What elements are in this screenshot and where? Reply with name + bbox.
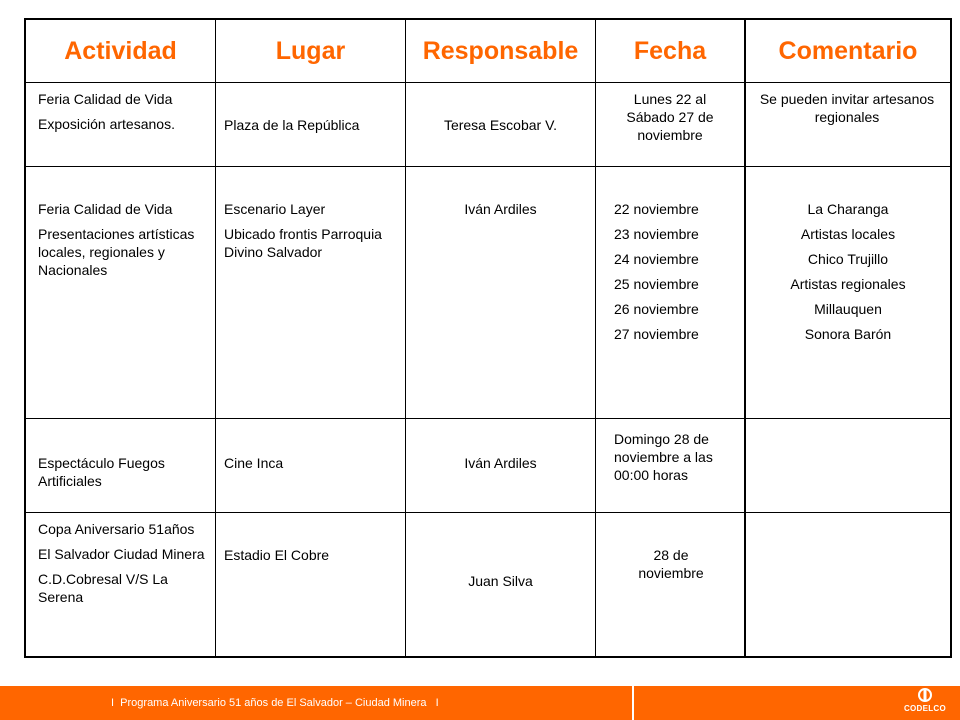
cell-text: Teresa Escobar V. bbox=[443, 117, 558, 133]
grid-line bbox=[26, 82, 950, 83]
cell-text: 22 noviembre bbox=[614, 201, 699, 217]
cell-text: Feria Calidad de Vida bbox=[38, 201, 173, 217]
row3-responsable bbox=[406, 454, 595, 479]
header-comentario: Comentario bbox=[778, 36, 918, 65]
row3-lugar bbox=[218, 454, 404, 479]
row1-responsable bbox=[406, 116, 595, 141]
cell-text: 27 noviembre bbox=[614, 326, 699, 342]
cell-text: El Salvador Ciudad Minera bbox=[38, 546, 205, 562]
grid-line bbox=[26, 512, 950, 513]
cell-text: 23 noviembre bbox=[614, 226, 699, 242]
cell-text: 24 noviembre bbox=[614, 251, 699, 267]
grid-line bbox=[26, 418, 950, 419]
footer-bar bbox=[0, 686, 960, 720]
cell-text: Iván Ardiles bbox=[464, 201, 537, 217]
row1-lugar bbox=[218, 116, 404, 141]
cell-text: Plaza de la República bbox=[224, 117, 360, 133]
row2-responsable bbox=[406, 200, 595, 225]
cell-text: C.D.Cobresal V/S La Serena bbox=[38, 571, 168, 605]
row2-fecha bbox=[608, 200, 744, 350]
row3-fecha bbox=[608, 430, 744, 491]
cell-text: Juan Silva bbox=[468, 573, 533, 589]
cell-text: Cine Inca bbox=[224, 455, 284, 471]
cell-text: 25 noviembre bbox=[614, 276, 699, 292]
cell-text: 26 noviembre bbox=[614, 301, 699, 317]
header-actividad: Actividad bbox=[64, 36, 177, 65]
cell-text: Chico Trujillo bbox=[807, 251, 889, 267]
row1-comentario bbox=[752, 90, 942, 133]
row2-lugar bbox=[218, 200, 394, 268]
codelco-logo-icon bbox=[914, 688, 936, 704]
cell-text: Domingo 28 de noviembre a las 00:00 horas bbox=[614, 431, 713, 483]
cell-text: Artistas locales bbox=[800, 226, 896, 242]
grid-line bbox=[26, 166, 950, 167]
cell-text: La Charanga bbox=[807, 201, 889, 217]
row4-fecha bbox=[616, 546, 726, 589]
row2-comentario bbox=[746, 200, 950, 350]
cell-text: Feria Calidad de Vida bbox=[38, 91, 173, 107]
row2-actividad bbox=[32, 200, 216, 286]
cell-text: Ubicado frontis Parroquia Divino Salvador bbox=[224, 226, 382, 260]
row1-fecha bbox=[602, 90, 738, 151]
row4-actividad bbox=[32, 520, 216, 613]
footer-title: I Programa Aniversario 51 años de El Salvador – Ciudad Minera I bbox=[111, 697, 439, 709]
cell-text: Se pueden invitar artesanos regionales bbox=[759, 91, 935, 125]
header-lugar: Lugar bbox=[275, 36, 346, 65]
row4-responsable bbox=[406, 572, 595, 597]
cell-text: Estadio El Cobre bbox=[224, 547, 330, 563]
row4-lugar bbox=[218, 546, 404, 571]
cell-text: Iván Ardiles bbox=[464, 455, 537, 471]
cell-text: Presentaciones artísticas locales, regionales y Nacionales bbox=[38, 226, 195, 278]
header-fecha: Fecha bbox=[633, 36, 707, 65]
codelco-logo bbox=[900, 688, 950, 718]
schedule-table bbox=[24, 18, 952, 658]
logo-text: CODELCO bbox=[903, 704, 947, 713]
cell-text: Millauquen bbox=[814, 301, 882, 317]
cell-text: Espectáculo Fuegos Artificiales bbox=[38, 455, 165, 489]
header-responsable: Responsable bbox=[422, 36, 579, 65]
cell-text: 28 de noviembre bbox=[638, 547, 704, 581]
footer-divider bbox=[632, 686, 634, 720]
grid-line bbox=[595, 20, 596, 656]
cell-text: Escenario Layer bbox=[224, 201, 326, 217]
cell-text: Sonora Barón bbox=[804, 326, 892, 342]
cell-text: Lunes 22 al Sábado 27 de noviembre bbox=[626, 91, 714, 143]
cell-text: Artistas regionales bbox=[790, 276, 906, 292]
cell-text: Exposición artesanos. bbox=[38, 116, 175, 132]
cell-text: Copa Aniversario 51años bbox=[38, 521, 195, 537]
row3-actividad bbox=[32, 454, 216, 497]
row1-actividad bbox=[32, 90, 216, 140]
